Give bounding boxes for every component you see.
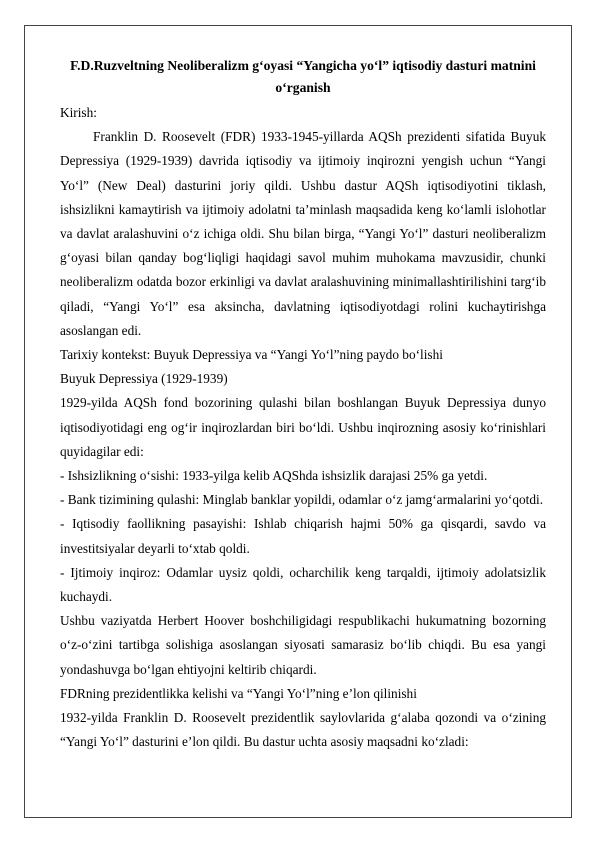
document-title: F.D.Ruzveltning Neoliberalizm g‘oyasi “Yangicha yo‘l” iqtisodiy dasturi matnini o‘rganish [70,58,536,95]
section-heading-depression: Buyuk Depressiya (1929-1939) [60,371,228,387]
paragraph-intro: Franklin D. Roosevelt (FDR) 1933-1945-yillarda AQSh prezidenti sifatida Buyuk Depressiya (1929-1939) davrida iqtisodiy va ijtimoiy inqirozni yengish uchun “Yangi Yo‘l” (New Deal) dasturini joriy qildi. Ushbu dastur AQSh iqtisodiyotini tiklash, ishsizlikni kamaytirish va ijtimoiy adolatni ta’minlash maqsadida keng ko‘lamli islohotlar va davlat aralashuvini o‘z ichiga oldi. Shu bilan birga, “Yangi Yo‘l” dasturi neoliberalizm g‘oyasi bilan qanday bog‘liqligi haqidagi savol muhim muhokama mavzusidir, chunki neoliberalizm odatda bozor erkinligi va davlat aralashuvining minimallashtirilishini targ‘ib qiladi, “Yangi Yo‘l” esa aksincha, davlatning iqtisodiyotdagi rolini kuchaytirishga asoslangan edi. [60,129,546,338]
document-body [60,55,546,754]
list-item-social: - Ijtimoiy inqiroz: Odamlar uysiz qoldi, ocharchilik keng tarqaldi, ijtimoiy adolatsizlik kuchaydi. [60,564,546,605]
section-heading-intro: Kirish: [60,105,97,120]
section-heading-context: Tarixiy kontekst: Buyuk Depressiya va “Yangi Yo‘l”ning paydo bo‘lishi [60,347,443,363]
paragraph-fdr-heading: FDRning prezidentlikka kelishi va “Yangi Yo‘l”ning e’lon qilinishi [60,685,417,701]
paragraph-fdr: 1932-yilda Franklin D. Roosevelt prezidentlik saylovlarida g‘alaba qozondi va o‘zining “Yangi Yo‘l” dasturini e’lon qildi. Bu dastur uchta asosiy maqsadni ko‘zladi: [60,710,546,750]
list-item-unemployment: - Ishsizlikning o‘sishi: 1933-yilga kelib AQShda ishsizlik darajasi 25% ga yetdi. [60,468,488,484]
list-item-banks: - Bank tizimining qulashi: Minglab banklar yopildi, odamlar o‘z jamg‘armalarini yo‘qotdi. [60,492,544,508]
paragraph-hoover: Ushbu vaziyatda Herbert Hoover boshchiligidagi respublikachi hukumatning bozorning o‘z-o‘zini tartibga solishiga asoslangan siyosati samarasiz bo‘lib chiqdi. Bu esa yangi yondashuvga bo‘lgan ehtiyojni keltirib chiqardi. [60,613,546,677]
list-item-economy: - Iqtisodiy faollikning pasayishi: Ishlab chiqarish hajmi 50% ga qisqardi, savdo va investitsiyalar deyarli to‘xtab qoldi. [60,516,546,556]
paragraph-depression: 1929-yilda AQSh fond bozorining qulashi bilan boshlangan Buyuk Depressiya dunyo iqtisodiyotidagi eng og‘ir inqirozlardan biri bo‘ldi. Ushbu inqirozning asosiy ko‘rinishlari quyidagilar edi: [60,395,546,459]
